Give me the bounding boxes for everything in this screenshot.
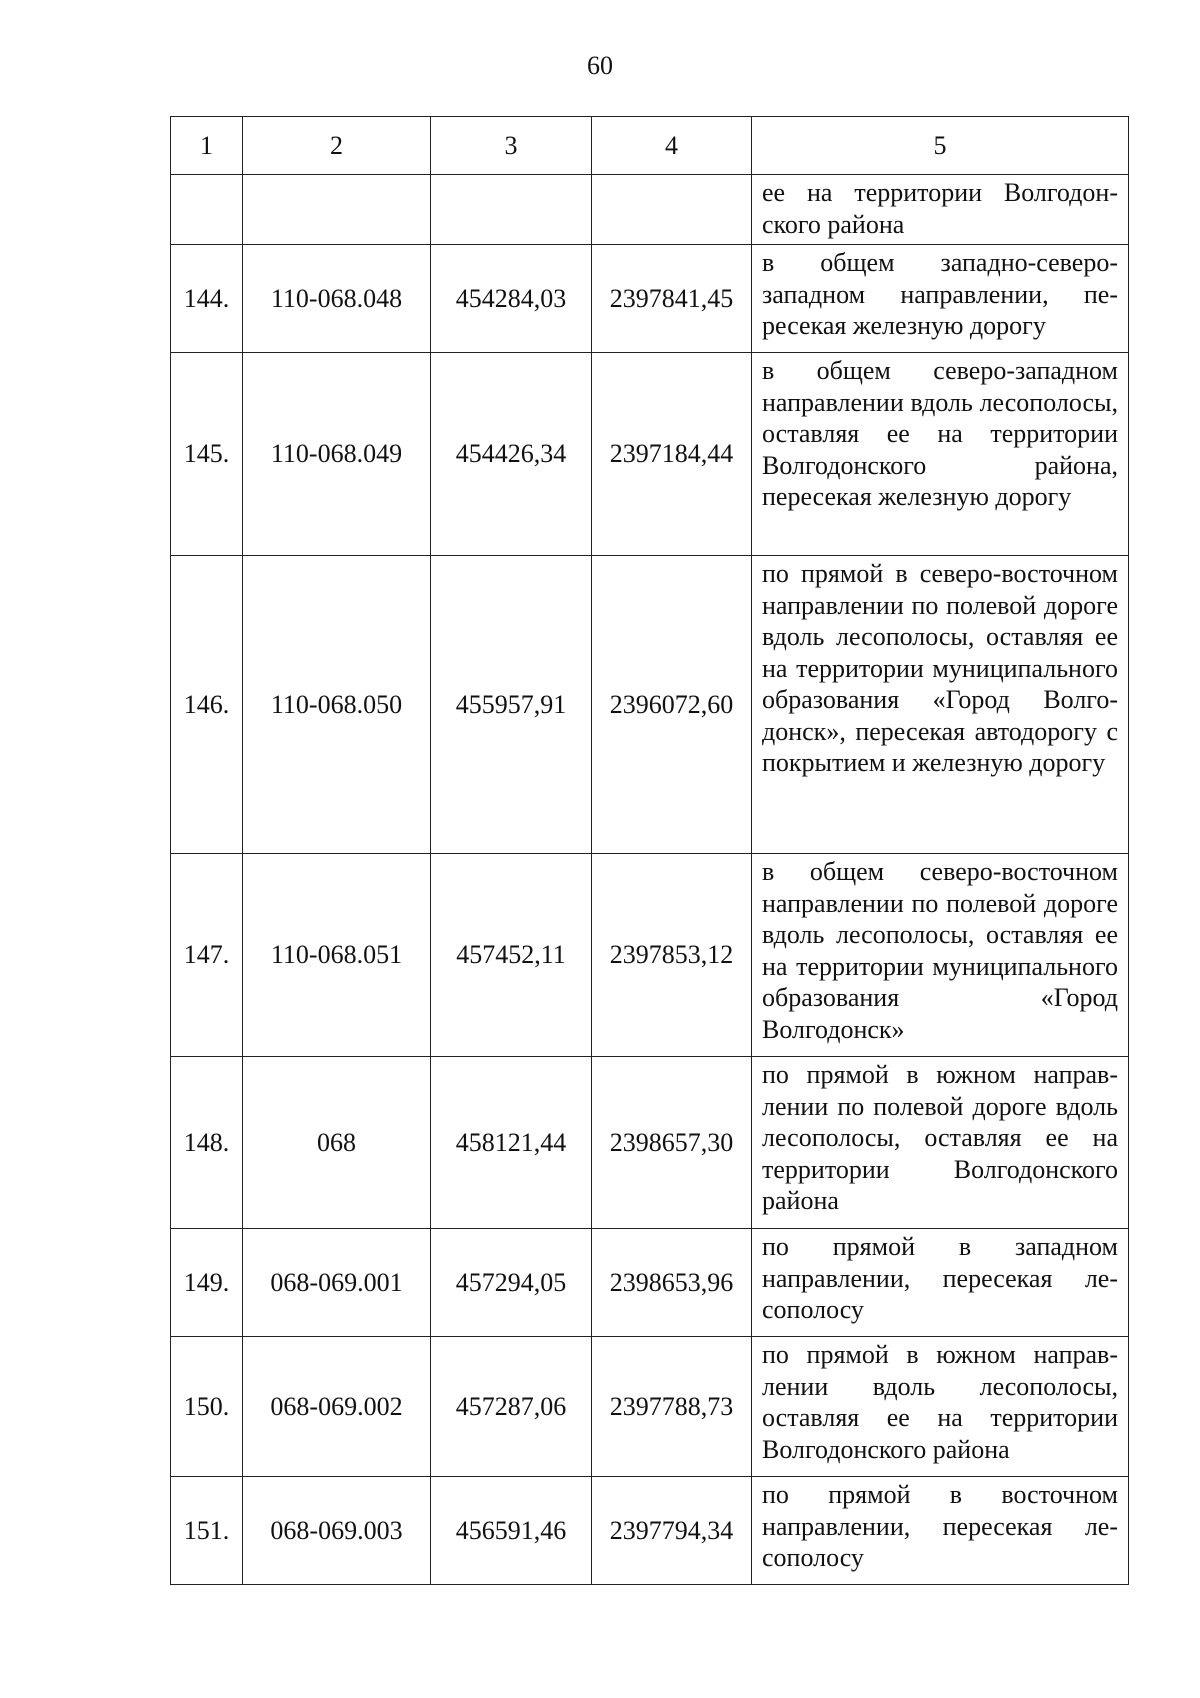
y-coordinate-cell: 2396072,60 <box>592 556 752 854</box>
row-number-cell: 149. <box>171 1229 243 1337</box>
table-row <box>171 556 1129 854</box>
x-coordinate-cell: 457287,06 <box>431 1337 592 1477</box>
y-coordinate-cell: 2398657,30 <box>592 1057 752 1229</box>
point-code-cell: 068 <box>243 1057 431 1229</box>
row-number-cell: 146. <box>171 556 243 854</box>
table-row <box>171 1057 1129 1229</box>
description-cell: в общем западно-северо-западном направлении, пересекая железную дорогу <box>752 245 1129 353</box>
y-coordinate-cell: 2397184,44 <box>592 353 752 556</box>
table-body <box>171 175 1129 1585</box>
header-col-4: 4 <box>592 117 752 175</box>
x-coordinate-cell: 454284,03 <box>431 245 592 353</box>
x-coordinate-cell <box>431 175 592 245</box>
description-cell: ее на территории Волгодонского района <box>752 175 1129 245</box>
table-row <box>171 175 1129 245</box>
x-coordinate-cell: 456591,46 <box>431 1477 592 1585</box>
row-number-cell <box>171 175 243 245</box>
table-row <box>171 1229 1129 1337</box>
point-code-cell: 110-068.050 <box>243 556 431 854</box>
point-code-cell: 068-069.003 <box>243 1477 431 1585</box>
table-row <box>171 854 1129 1057</box>
x-coordinate-cell: 457294,05 <box>431 1229 592 1337</box>
point-code-cell: 110-068.051 <box>243 854 431 1057</box>
description-cell: по прямой в восточном направлении, пересекая лесополосу <box>752 1477 1129 1585</box>
table-row <box>171 353 1129 556</box>
table-row <box>171 1337 1129 1477</box>
description-cell: по прямой в западном направлении, пересекая лесополосу <box>752 1229 1129 1337</box>
y-coordinate-cell: 2398653,96 <box>592 1229 752 1337</box>
coordinates-table <box>170 116 1129 1585</box>
point-code-cell: 068-069.001 <box>243 1229 431 1337</box>
description-cell: в общем северо-западном направлении вдоль лесополосы, оставляя ее на территории Волгодонского района, пересекая железную дорогу <box>752 353 1129 556</box>
table-row <box>171 1477 1129 1585</box>
page-number: 60 <box>587 51 613 80</box>
y-coordinate-cell: 2397853,12 <box>592 854 752 1057</box>
row-number-cell: 145. <box>171 353 243 556</box>
x-coordinate-cell: 455957,91 <box>431 556 592 854</box>
row-number-cell: 147. <box>171 854 243 1057</box>
row-number-cell: 151. <box>171 1477 243 1585</box>
x-coordinate-cell: 457452,11 <box>431 854 592 1057</box>
point-code-cell: 110-068.048 <box>243 245 431 353</box>
row-number-cell: 150. <box>171 1337 243 1477</box>
y-coordinate-cell: 2397788,73 <box>592 1337 752 1477</box>
description-cell: по прямой в северо-восточном направлении по полевой дороге вдоль лесополосы, оставляя ее на территории муниципального образования «Город Волгодонск», пересекая автодорогу с покрытием и железную дорогу <box>752 556 1129 854</box>
y-coordinate-cell: 2397794,34 <box>592 1477 752 1585</box>
point-code-cell: 068-069.002 <box>243 1337 431 1477</box>
point-code-cell: 110-068.049 <box>243 353 431 556</box>
row-number-cell: 148. <box>171 1057 243 1229</box>
header-col-1: 1 <box>171 117 243 175</box>
x-coordinate-cell: 458121,44 <box>431 1057 592 1229</box>
header-col-3: 3 <box>431 117 592 175</box>
table-header <box>171 117 1129 175</box>
row-number-cell: 144. <box>171 245 243 353</box>
point-code-cell <box>243 175 431 245</box>
y-coordinate-cell <box>592 175 752 245</box>
header-col-5: 5 <box>752 117 1129 175</box>
description-cell: по прямой в южном направлении по полевой дороге вдоль лесополосы, оставляя ее на территории Волгодонского района <box>752 1057 1129 1229</box>
description-cell: в общем северо-восточном направлении по полевой дороге вдоль лесополосы, оставляя ее на территории муниципального образования «Город Волгодонск» <box>752 854 1129 1057</box>
y-coordinate-cell: 2397841,45 <box>592 245 752 353</box>
header-row <box>171 117 1129 175</box>
description-cell: по прямой в южном направлении вдоль лесополосы, оставляя ее на территории Волгодонского района <box>752 1337 1129 1477</box>
x-coordinate-cell: 454426,34 <box>431 353 592 556</box>
table-row <box>171 245 1129 353</box>
header-col-2: 2 <box>243 117 431 175</box>
